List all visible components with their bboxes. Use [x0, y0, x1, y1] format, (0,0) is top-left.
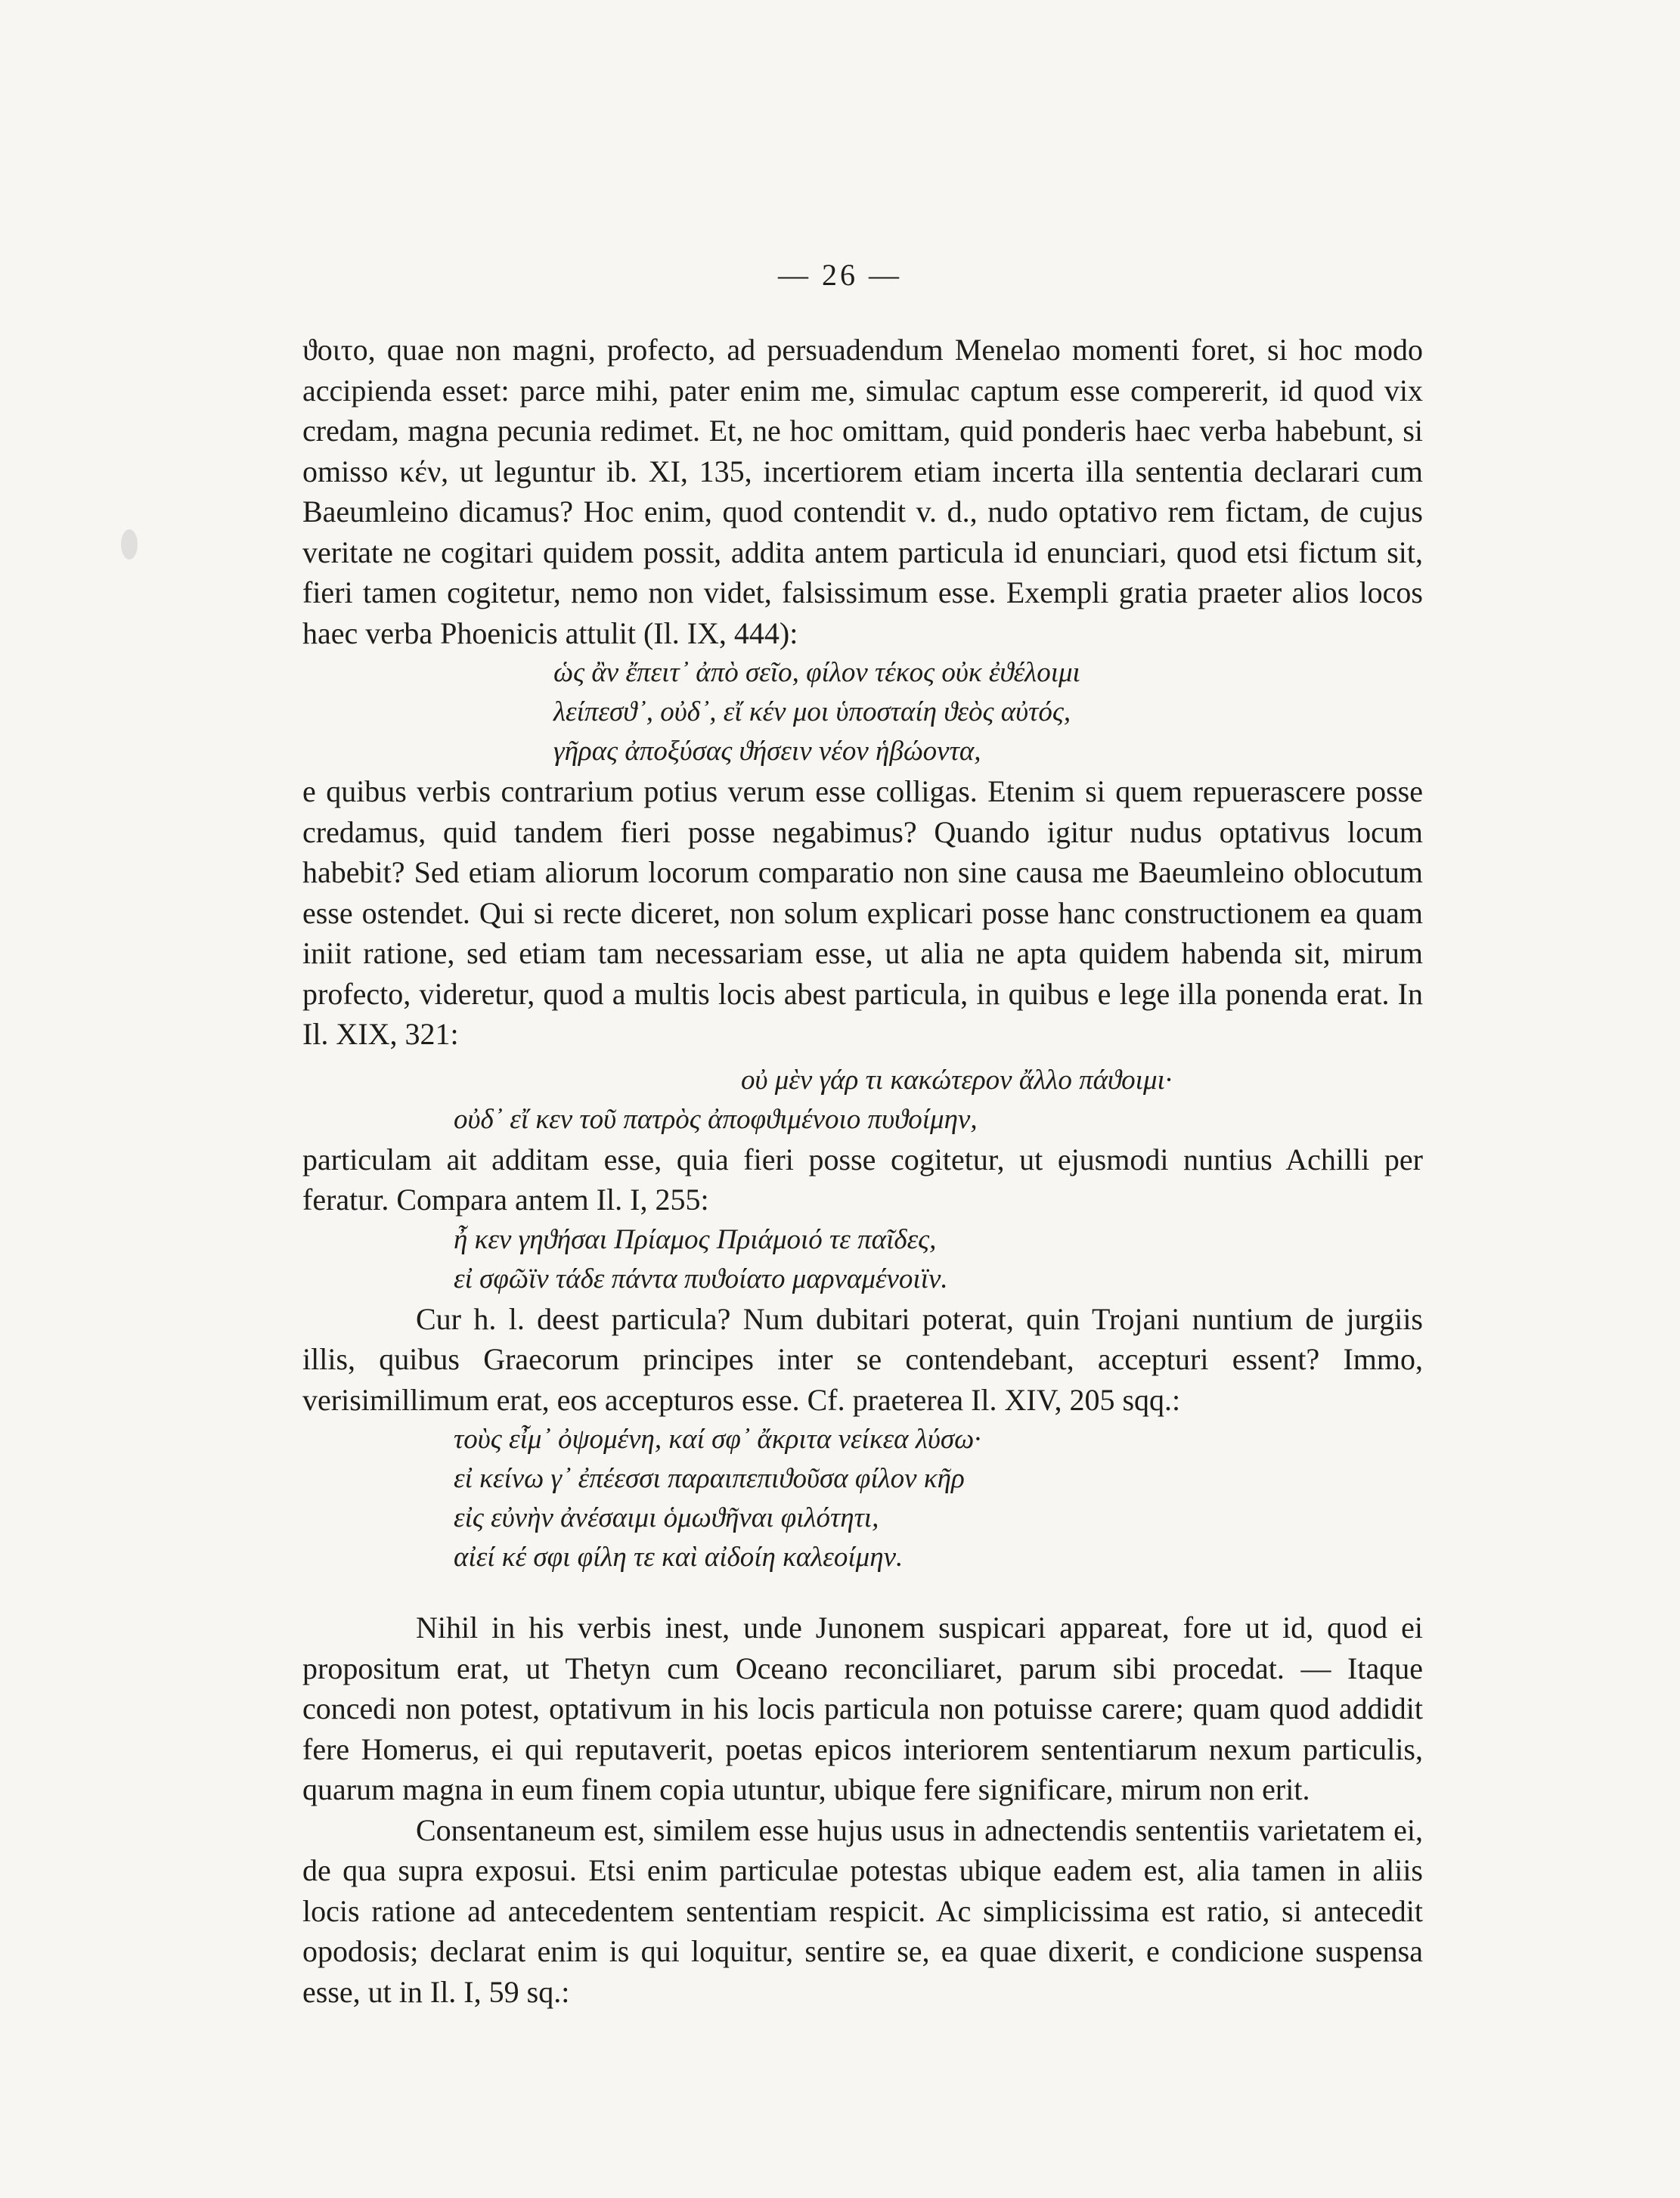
verse-line: ὡς ἂν ἔπειτ᾽ ἀπὸ σεῖο, φίλον τέκος οὐκ ἐϑέλοιμι [553, 657, 1080, 688]
verse-line: εἰ σφῶϊν τάδε πάντα πυϑοίατο μαρναμένοιϊν. [454, 1263, 948, 1294]
spacer [302, 1577, 1423, 1607]
verse-line: γῆρας ἀποξύσας ϑήσειν νέον ἡβώοντα, [553, 736, 981, 767]
quote-phoenix [302, 653, 1423, 771]
paragraph-1: ϑοιτο, quae non magni, profecto, ad persuadendum Menelao momenti foret, si hoc modo accipienda esset: parce mihi, pater enim me, simulac captum esse compererit, id quod vix credam, magna pecunia redimet. Et, ne hoc omittam, quid ponderis haec verba habebunt, si omisso κέν, ut leguntur ib. XI, 135, incertiorem etiam incerta illa sententia declarari cum Baeumleino dicamus? Hoc enim, quod contendit v. d., nudo optativo rem fictam, de cujus veritate ne cogitari quidem possit, addita antem particula id enunciari, quod etsi fictum sit, fieri tamen cogitetur, nemo non videt, falsissimum esse. Exempli gratia praeter alios locos haec verba Phoenicis attulit (Il. IX, 444): [302, 333, 1423, 650]
ink-blot [121, 529, 138, 560]
verse-line: λείπεσϑ᾽, οὐδ᾽, εἴ κέν μοι ὑποσταίη ϑεὸς αὐτός, [553, 696, 1071, 727]
page-number: — 26 — [778, 258, 902, 292]
paragraph-2: e quibus verbis contrarium potius verum esse colligas. Etenim si quem repuerascere posse credamus, quid tandem fieri posse negabimus? Quando igitur nudus optativus locum habebit? Sed etiam aliorum locorum comparatio non sine causa me Baeumleino oblocutum esse ostendet. Qui si recte diceret, non solum explicari posse hanc constructionem ea quam iniit ratione, sed etiam tam necessariam esse, ut alia ne apta quidem habenda sit, mirum profecto, videretur, quod a multis locis abest particula, in quibus e lege illa ponenda erat. In Il. XIX, 321: [302, 774, 1423, 1051]
paragraph-5: Nihil in his verbis inest, unde Junonem suspicari appareat, fore ut id, quod ei propositum erat, ut Thetyn cum Oceano reconciliaret, parum sibi procedat. — Itaque concedi non potest, optativum in his locis particula non potuisse carere; quam quod addidit fere Homerus, ei qui reputaverit, poetas epicos interiorem sententiarum nexum particulis, quarum magna in eum finem copia utuntur, ubique fere significare, mirum non erit. [302, 1611, 1423, 1806]
verse-line: οὐδ᾽ εἴ κεν τοῦ πατρὸς ἀποφϑιμένοιο πυϑοίμην, [454, 1103, 978, 1135]
quote-juno [302, 1420, 1423, 1577]
paragraph-3: particulam ait additam esse, quia fieri posse cogitetur, ut ejusmodi nuntius Achilli per feratur. Compara antem Il. I, 255: [302, 1142, 1423, 1217]
paragraph-6: Consentaneum est, similem esse hujus usus in adnectendis sententiis varietatem ei, de qua supra exposui. Etsi enim particulae potestas ubique eadem est, alia tamen in aliis locis ratione ad antecedentem sententiam respicit. Ac simplicissima est ratio, si antecedit opodosis; declarat enim is qui loquitur, sentire se, ea quae dixerit, e condicione suspensa esse, ut in Il. I, 59 sq.: [302, 1812, 1423, 2009]
quote-nestor [302, 1220, 1423, 1299]
verse-line: οὐ μὲν γάρ τι κακώτερον ἄλλο πάϑοιμι· [741, 1064, 1173, 1096]
verse-line: αἰεί κέ σφι φίλη τε καὶ αἰδοίη καλεοίμην. [454, 1542, 904, 1573]
verse-line: τοὺς εἶμ᾽ ὀψομένη, καί σφ᾽ ἄκριτα νείκεα λύσω· [454, 1424, 981, 1455]
paragraph-4: Cur h. l. deest particula? Num dubitari poterat, quin Trojani nuntium de jurgiis illis, quibus Graecorum principes inter se contendebant, accepturi essent? Immo, verisimillimum erat, eos accepturos esse. Cf. praeterea Il. XIV, 205 sqq.: [302, 1301, 1423, 1417]
text-body [302, 330, 1423, 2012]
quote-achilles [302, 1061, 1423, 1139]
spacer [302, 1055, 1423, 1061]
verse-line: ἦ κεν γηϑήσαι Πρίαμος Πριάμοιό τε παῖδες, [454, 1223, 937, 1255]
verse-line: εἰ κείνω γ᾽ ἐπέεσσι παραιπεπιϑοῦσα φίλον κῆρ [454, 1463, 965, 1494]
verse-line: εἰς εὐνὴν ἀνέσαιμι ὁμωϑῆναι φιλότητι, [454, 1502, 879, 1533]
